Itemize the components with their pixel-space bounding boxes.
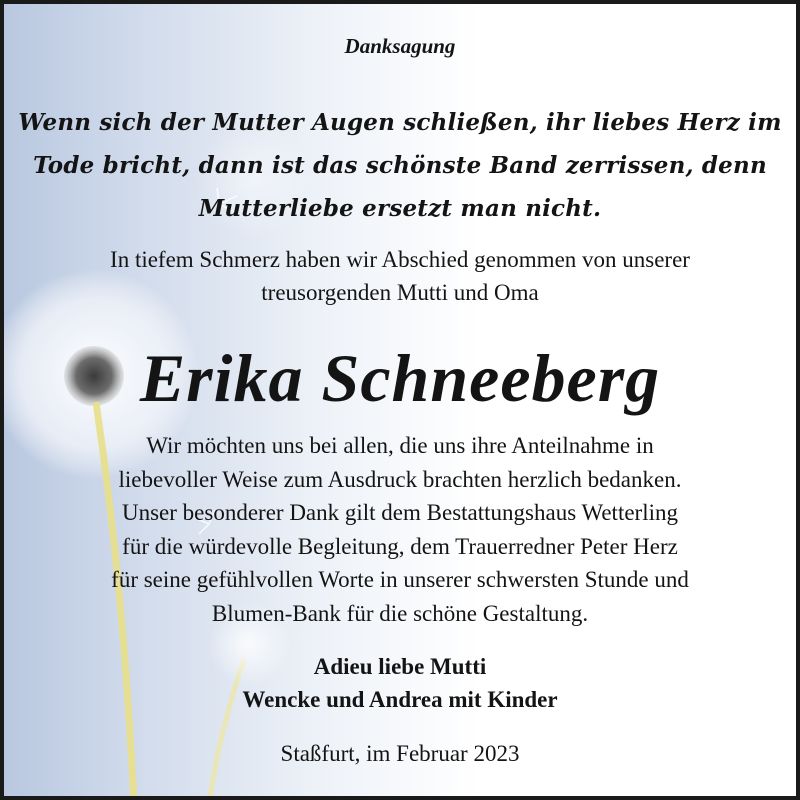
place-and-date: Staßfurt, im Februar 2023 [280,741,520,766]
thanks-line: Wir möchten uns bei allen, die uns ihre Anteilnahme in [146,433,654,458]
thanks-text [4,429,796,631]
closing-line: Wencke und Andrea mit Kinder [242,687,558,712]
intro-text [4,243,796,309]
thanks-line: für die würdevolle Begleitung, dem Trauerredner Peter Herz [122,533,678,559]
quote-line: Wenn sich der Mutter Augen schließen, ihr liebes Herz im [18,109,782,136]
thanks-line: liebevoller Weise zum Ausdruck brachten herzlich bedanken. [118,466,682,492]
intro-line: In tiefem Schmerz haben wir Abschied genommen von unserer [110,247,690,272]
memorial-quote [4,101,796,230]
quote-line: Tode bricht, dann ist das schönste Band zerrissen, denn [33,152,767,179]
thanks-line: für seine gefühlvollen Worte in unserer schwersten Stunde und [111,567,689,593]
thanks-line: Unser besonderer Dank gilt dem Bestattungshaus Wetterling [122,500,678,526]
thanks-line: Blumen-Bank für die schöne Gestaltung. [211,600,589,626]
deceased-name: Erika Schneeberg [139,340,661,416]
quote-line: Mutterliebe ersetzt man nicht. [198,195,602,222]
heading-danksagung: Danksagung [344,34,456,58]
closing-signature [4,650,796,716]
closing-line: Adieu liebe Mutti [313,654,487,679]
intro-line: treusorgenden Mutti und Oma [261,280,539,305]
